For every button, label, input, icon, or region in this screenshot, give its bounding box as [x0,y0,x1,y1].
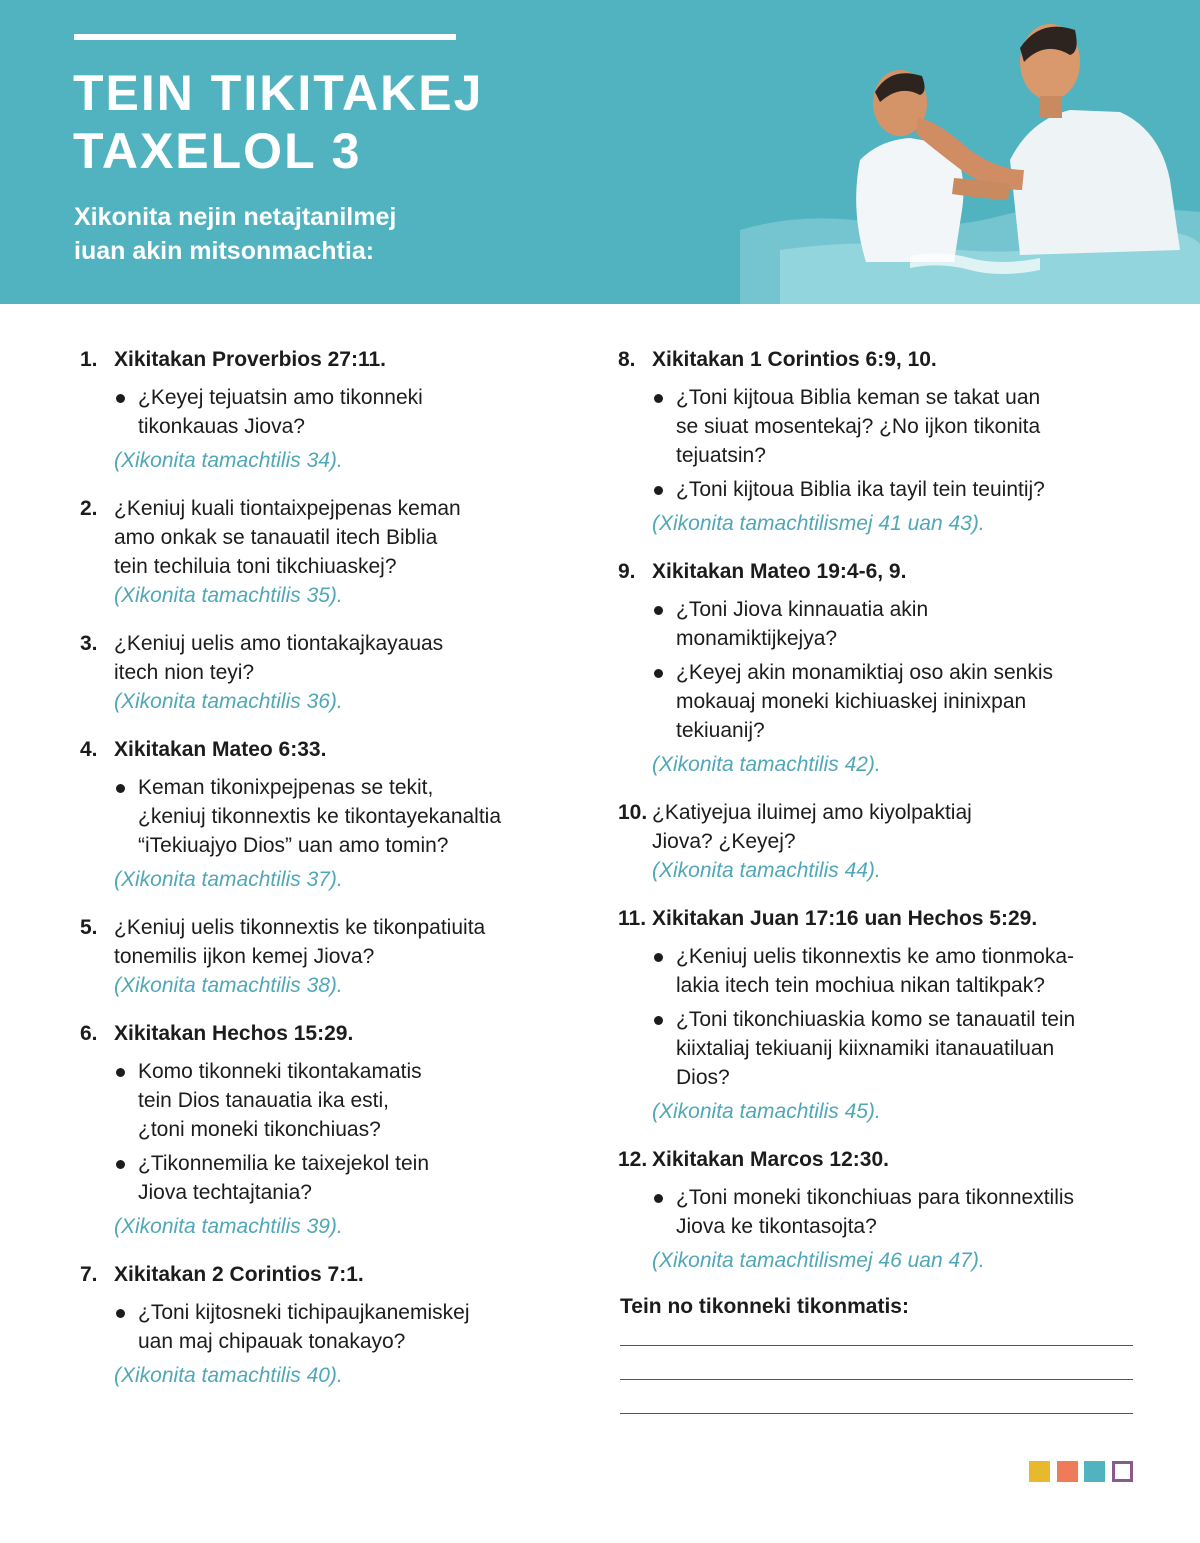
heading-line: ¿Keniuj kuali tiontaixpejpenas keman [114,497,461,520]
bullet-line: ¿Toni kijtoua Biblia ika tayil tein teuintij? [676,478,1045,501]
heading-line: ¿Katiyejua iluimej amo kiyolpaktiaj [652,801,972,824]
note-line [620,1345,1133,1346]
bullet-line: ¿Toni kijtosneki tichipaujkanemiskej [138,1301,470,1324]
bullet-line: tein Dios tanauatia ika esti, [138,1089,389,1112]
bullet-item [114,383,600,441]
questions-right-column [618,345,1138,1294]
question-number: 3. [80,632,98,655]
question-number: 2. [80,497,98,520]
question-number: 4. [80,738,98,761]
lesson-reference: (Xikonita tamachtilis 42). [652,753,881,776]
heading-line: tonemilis ijkon kemej Jiova? [114,945,375,968]
bullet-line: ¿Keyej tejuatsin amo tikonneki [138,386,423,409]
question-number: 12. [618,1148,648,1171]
lesson-reference: (Xikonita tamachtilis 40). [114,1364,343,1387]
bullet-line: tejuatsin? [676,444,766,467]
question-heading [114,629,600,687]
bullet-line: ¿toni moneki tikonchiuas? [138,1118,381,1141]
bullet-line: Jiova techtajtania? [138,1181,312,1204]
heading-line: Xikitakan Hechos 15:29. [114,1022,354,1045]
question-bullets [652,595,1138,745]
subtitle-line: Xikonita nejin netajtanilmej [74,203,397,231]
question-heading [114,1019,600,1048]
decorative-squares [1029,1461,1133,1482]
heading-line: tein techiluia toni tikchiuaskej? [114,555,397,578]
question-bullets [652,1183,1138,1241]
teal-square-icon [1084,1461,1105,1482]
questions-left-column [80,345,600,1409]
bullet-line: se siuat mosentekaj? ¿No ijkon tikonita [676,415,1041,438]
bullet-line: Jiova ke tikontasojta? [676,1215,877,1238]
bullet-item [114,773,600,860]
heading-line: Xikitakan Juan 17:16 uan Hechos 5:29. [652,907,1038,930]
question-item [80,494,600,610]
question-item [618,904,1138,1126]
yellow-square-icon [1029,1461,1050,1482]
bullet-item [652,383,1138,470]
question-number: 9. [618,560,636,583]
bullet-line: Dios? [676,1066,730,1089]
question-number: 5. [80,916,98,939]
question-bullets [114,1298,600,1356]
bullet-item [652,1005,1138,1092]
bullet-line: ¿Keyej akin monamiktiaj oso akin senkis [676,661,1053,684]
bullet-line: lakia itech tein mochiua nikan taltikpak? [676,974,1045,997]
question-heading [652,345,1138,374]
bullet-item [652,1183,1138,1241]
question-heading [652,557,1138,586]
bullet-line: ¿Toni kijtoua Biblia keman se takat uan [676,386,1041,409]
baptism-illustration [740,0,1200,304]
bullet-item [114,1057,600,1144]
question-item [80,629,600,716]
question-heading [114,735,600,764]
question-item [80,345,600,475]
bullet-item [652,658,1138,745]
bullet-item [652,942,1138,1000]
subtitle-line: iuan akin mitsonmachtia: [74,237,375,265]
lesson-reference: (Xikonita tamachtilis 35). [114,584,343,607]
bullet-line: kiixtaliaj tekiuanij kiixnamiki itanauatiluan [676,1037,1055,1060]
heading-line: ¿Keniuj uelis tikonnextis ke tikonpatiuita [114,916,486,939]
lesson-reference: (Xikonita tamachtilis 38). [114,974,343,997]
bullet-line: Komo tikonneki tikontakamatis [138,1060,422,1083]
bullet-line: ¿Toni tikonchiuaskia komo se tanauatil tein [676,1008,1076,1031]
lesson-reference: (Xikonita tamachtilismej 41 uan 43). [652,512,985,535]
title-line: TAXELOL 3 [73,123,362,179]
question-heading [114,494,600,581]
lesson-reference: (Xikonita tamachtilis 36). [114,690,343,713]
heading-line: amo onkak se tanauatil itech Biblia [114,526,438,549]
question-heading [652,904,1138,933]
heading-line: Xikitakan Marcos 12:30. [652,1148,889,1171]
outlined-square-icon [1112,1461,1133,1482]
heading-line: Xikitakan Proverbios 27:11. [114,348,386,371]
lesson-reference: (Xikonita tamachtilis 37). [114,868,343,891]
question-bullets [114,383,600,441]
notes-heading: Tein no tikonneki tikonmatis: [620,1295,909,1318]
lesson-reference: (Xikonita tamachtilis 45). [652,1100,881,1123]
question-number: 7. [80,1263,98,1286]
page-title [73,64,483,180]
lesson-reference: (Xikonita tamachtilis 34). [114,449,343,472]
bullet-line: ¿keniuj tikonnextis ke tikontayekanaltia [138,805,502,828]
note-line [620,1413,1133,1414]
question-number: 6. [80,1022,98,1045]
heading-line: Xikitakan 1 Corintios 6:9, 10. [652,348,937,371]
question-bullets [114,1057,600,1207]
heading-line: Xikitakan Mateo 19:4-6, 9. [652,560,907,583]
page-header [0,0,1200,304]
bullet-line: ¿Toni moneki tikonchiuas para tikonnextilis [676,1186,1075,1209]
heading-line: Jiova? ¿Keyej? [652,830,796,853]
question-bullets [114,773,600,860]
bullet-item [652,475,1138,504]
question-bullets [652,383,1138,504]
question-heading [114,345,600,374]
question-number: 11. [618,907,647,930]
heading-line: Xikitakan Mateo 6:33. [114,738,327,761]
lesson-reference: (Xikonita tamachtilis 44). [652,859,881,882]
question-number: 10. [618,801,648,824]
question-number: 1. [80,348,98,371]
question-number: 8. [618,348,636,371]
question-item [80,1019,600,1241]
bullet-line: ¿Keniuj uelis tikonnextis ke amo tionmoka- [676,945,1075,968]
question-item [80,913,600,1000]
bullet-line: monamiktijkejya? [676,627,838,650]
question-heading [114,913,600,971]
header-rule [74,34,456,40]
bullet-line: ¿Tikonnemilia ke taixejekol tein [138,1152,430,1175]
question-item [618,557,1138,779]
bullet-line: tikonkauas Jiova? [138,415,305,438]
question-item [80,1260,600,1390]
note-line [620,1379,1133,1380]
bullet-line: Keman tikonixpejpenas se tekit, [138,776,434,799]
heading-line: ¿Keniuj uelis amo tiontakajkayauas [114,632,444,655]
bullet-item [114,1298,600,1356]
lesson-reference: (Xikonita tamachtilis 39). [114,1215,343,1238]
bullet-line: mokauaj moneki kichiuaskej ininixpan [676,690,1027,713]
question-item [618,1145,1138,1275]
question-item [80,735,600,894]
bullet-line: ¿Toni Jiova kinnauatia akin [676,598,929,621]
bullet-line: “iTekiuajyo Dios” uan amo tomin? [138,834,449,857]
heading-line: Xikitakan 2 Corintios 7:1. [114,1263,364,1286]
heading-line: itech nion teyi? [114,661,255,684]
question-heading [652,798,1138,856]
page-subtitle [74,200,396,268]
bullet-line: uan maj chipauak tonakayo? [138,1330,406,1353]
bullet-line: tekiuanij? [676,719,765,742]
question-item [618,798,1138,885]
lesson-reference: (Xikonita tamachtilismej 46 uan 47). [652,1249,985,1272]
bullet-item [114,1149,600,1207]
question-bullets [652,942,1138,1092]
question-heading [114,1260,600,1289]
title-line: TEIN TIKITAKEJ [73,65,484,121]
orange-square-icon [1057,1461,1078,1482]
question-heading [652,1145,1138,1174]
bullet-item [652,595,1138,653]
question-item [618,345,1138,538]
